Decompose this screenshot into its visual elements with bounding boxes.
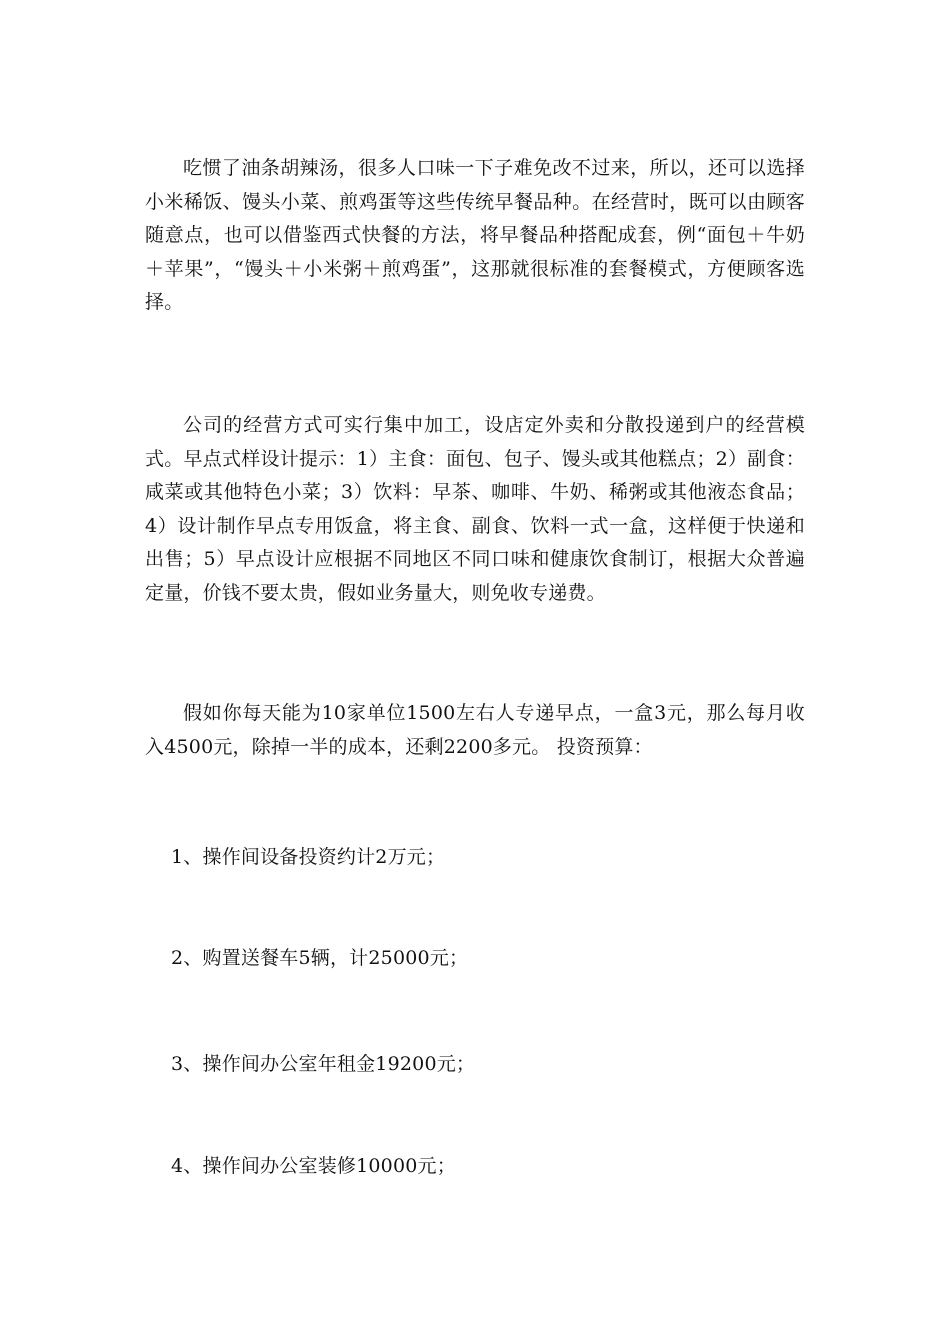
paragraph-business-model: 公司的经营方式可实行集中加工，设店定外卖和分散投递到户的经营模式。早点式样设计提示：1）主食：面包、包子、馒头或其他糕点；2）副食：咸菜或其他特色小菜；3）饮料：早茶、咖啡、牛奶、稀粥或其他液态食品；4）设计制作早点专用饭盒，将主食、副食、饮料一式一盒，这样便于快递和出售；5）早点设计应根据不同地区不同口味和健康饮食制订，根据大众普遍定量，价钱不要太贵，假如业务量大，则免收专递费。 <box>145 414 805 604</box>
paragraph-income-estimate: 假如你每天能为10家单位1500左右人专递早点，一盒3元，那么每月收入4500元，除掉一半的成本，还剩2200多元。 投资预算： <box>145 702 805 758</box>
budget-item-delivery-vehicles: 2、购置送餐车5辆，计25000元； <box>171 947 469 969</box>
budget-item-rent: 3、操作间办公室年租金19200元； <box>171 1053 476 1075</box>
paragraph-traditional-breakfast: 吃惯了油条胡辣汤，很多人口味一下子难免改不过来，所以，还可以选择小米稀饭、馒头小菜、煎鸡蛋等这些传统早餐品种。在经营时，既可以由顾客随意点，也可以借鉴西式快餐的方法，将早餐品种搭配成套，例“面包＋牛奶＋苹果”，“馒头＋小米粥＋煎鸡蛋”，这那就很标准的套餐模式，方便顾客选择。 <box>145 157 805 313</box>
budget-item-renovation: 4、操作间办公室装修10000元； <box>171 1155 456 1177</box>
budget-item-equipment: 1、操作间设备投资约计2万元； <box>171 846 446 868</box>
